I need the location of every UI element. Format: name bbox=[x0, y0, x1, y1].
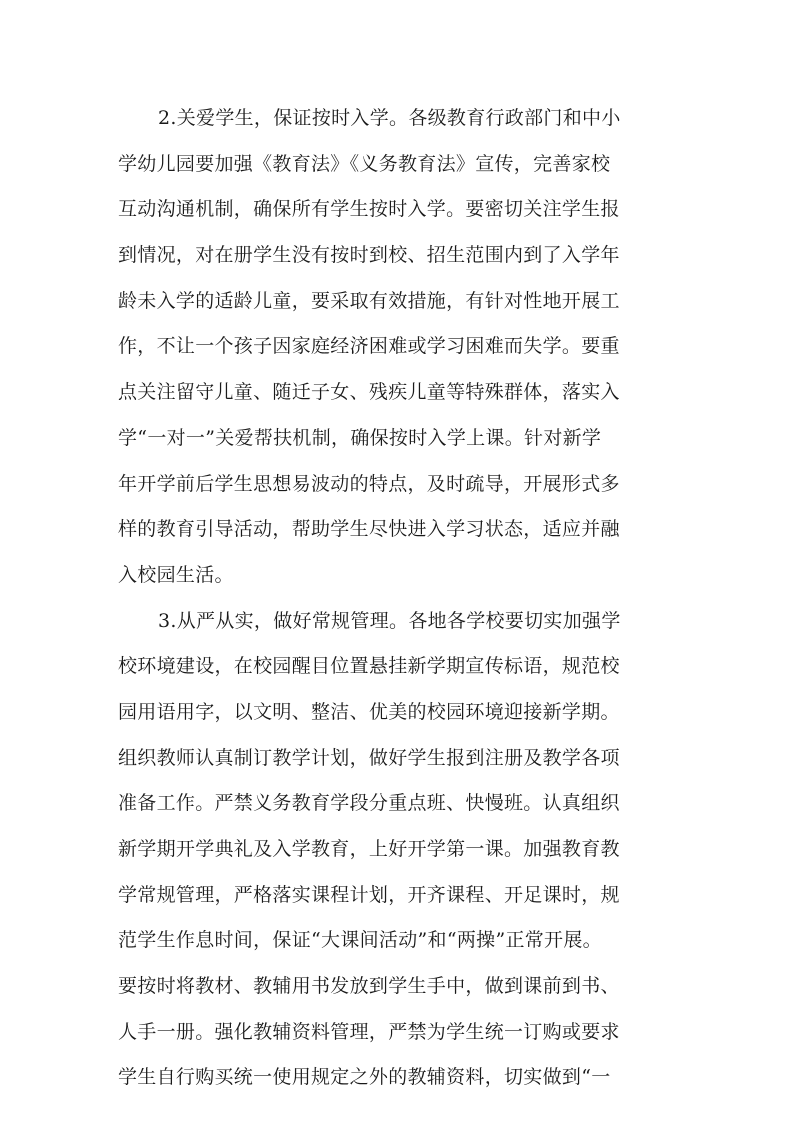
paragraph-2-line-8: 学“一对一”关爱帮扶机制，确保按时入学上课。针对新学 bbox=[118, 426, 602, 449]
paragraph-3-line-9: 要按时将教材、教辅用书发放到学生手中，做到课前到书、 bbox=[118, 975, 620, 998]
paragraph-2-line-3: 互动沟通机制，确保所有学生按时入学。要密切关注学生报 bbox=[118, 198, 620, 221]
paragraph-2-line-10: 样的教育引导活动，帮助学生尽快进入学习状态，适应并融 bbox=[118, 518, 620, 541]
paragraph-3-line-4: 组织教师认真制订教学计划，做好学生报到注册及教学各项 bbox=[118, 746, 620, 769]
paragraph-3-line-2: 校环境建设，在校园醒目位置悬挂新学期宣传标语，规范校 bbox=[118, 655, 620, 678]
paragraph-2-line-7: 点关注留守儿童、随迁子女、残疾儿童等特殊群体，落实入 bbox=[118, 381, 620, 404]
paragraph-3-line-8: 范学生作息时间，保证“大课间活动”和“两操”正常开展。 bbox=[118, 929, 602, 952]
paragraph-3-line-1: 3.从严从实，做好常规管理。各地各学校要切实加强学 bbox=[158, 609, 621, 632]
paragraph-3-line-6: 新学期开学典礼及入学教育，上好开学第一课。加强教育教 bbox=[118, 838, 620, 860]
paragraph-3-line-5: 准备工作。严禁义务教育学段分重点班、快慢班。认真组织 bbox=[118, 792, 620, 815]
paragraph-2-line-2: 学幼儿园要加强《教育法》《义务教育法》宣传，完善家校 bbox=[118, 152, 611, 175]
paragraph-3-line-11: 学生自行购买统一使用规定之外的教辅资料，切实做到“一 bbox=[118, 1066, 611, 1089]
paragraph-2-line-9: 年开学前后学生思想易波动的特点，及时疏导，开展形式多 bbox=[118, 472, 620, 495]
paragraph-2-line-1: 2.关爱学生，保证按时入学。各级教育行政部门和中小 bbox=[158, 107, 621, 129]
paragraph-2-line-11: 入校园生活。 bbox=[118, 563, 234, 586]
paragraph-2-line-4: 到情况，对在册学生没有按时到校、招生范围内到了入学年 bbox=[118, 244, 620, 267]
paragraph-3-line-7: 学常规管理，严格落实课程计划，开齐课程、开足课时，规 bbox=[118, 883, 620, 906]
document-body bbox=[118, 96, 678, 1101]
paragraph-2-line-5: 龄未入学的适龄儿童，要采取有效措施，有针对性地开展工 bbox=[118, 289, 620, 312]
paragraph-2-line-6: 作，不让一个孩子因家庭经济困难或学习困难而失学。要重 bbox=[118, 335, 620, 358]
paragraph-3-line-3: 园用语用字，以文明、整洁、优美的校园环境迎接新学期。 bbox=[118, 700, 620, 723]
paragraph-3-line-10: 人手一册。强化教辅资料管理，严禁为学生统一订购或要求 bbox=[118, 1020, 620, 1043]
